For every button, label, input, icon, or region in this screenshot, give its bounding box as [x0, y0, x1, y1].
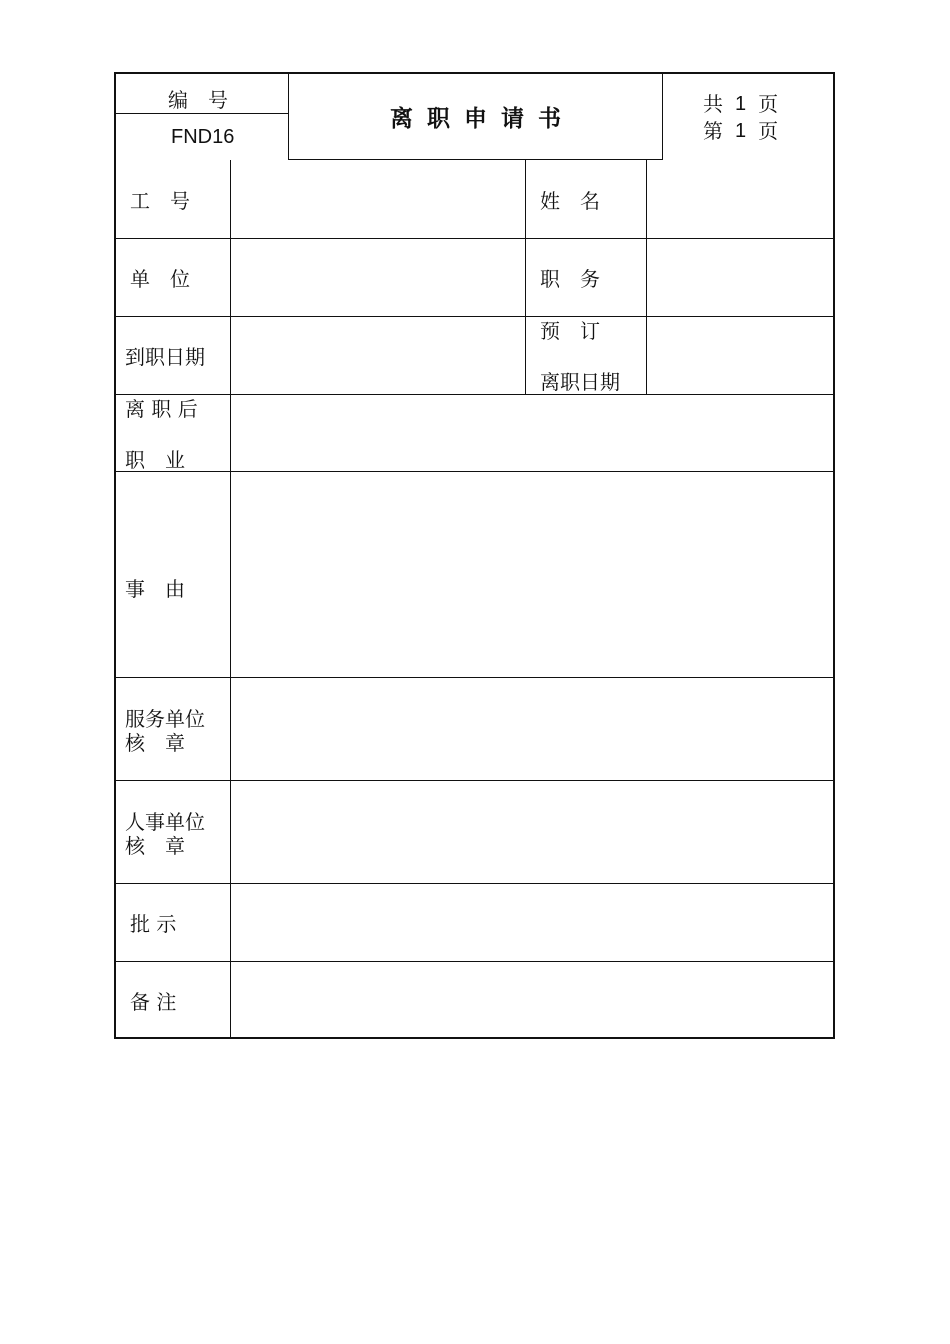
row-divider-7: [116, 883, 833, 884]
post-job-label-line2: 职 业: [125, 448, 185, 472]
planned-leave-label-line1: 预 订: [540, 319, 600, 343]
form-title: 离职申请书: [390, 105, 575, 132]
label-column-divider: [230, 160, 231, 1039]
post-job-label-line1: 离 职 后: [125, 397, 198, 421]
row-divider-2: [116, 316, 833, 317]
name-label: 姓 名: [540, 189, 600, 213]
row-divider-4: [116, 471, 833, 472]
page-total-prefix: 共: [703, 92, 723, 116]
service-unit-label-line2: 核 章: [125, 731, 185, 755]
row-divider-8: [116, 961, 833, 962]
unit-label: 单 位: [130, 267, 190, 291]
hr-unit-label-line1: 人事单位: [125, 810, 205, 834]
page-total: [703, 92, 778, 116]
position-label: 职 务: [540, 267, 600, 291]
hire-date-label: 到职日期: [125, 345, 205, 369]
planned-leave-label-line2: 离职日期: [540, 370, 620, 394]
code-label: 编 号: [168, 88, 228, 112]
page-total-number: 1: [735, 93, 747, 115]
code-divider: [116, 113, 288, 114]
resignation-form: [114, 72, 835, 1039]
page-total-suffix: 页: [758, 92, 779, 116]
row-divider-1: [116, 238, 833, 239]
hr-unit-label-line2: 核 章: [125, 834, 185, 858]
page-current: [703, 119, 778, 143]
service-unit-label-line1: 服务单位: [125, 707, 205, 731]
row-divider-5: [116, 677, 833, 678]
middle-divider-right: [646, 160, 647, 394]
code-value: FND16: [171, 126, 235, 148]
instruction-label: 批 示: [130, 912, 177, 936]
row-divider-6: [116, 780, 833, 781]
title-box: [288, 72, 663, 160]
row-divider-3: [116, 394, 833, 395]
middle-divider-left: [525, 160, 526, 394]
employee-no-label: 工 号: [130, 189, 190, 213]
page-current-prefix: 第: [703, 119, 723, 143]
reason-label: 事 由: [125, 577, 185, 601]
page-current-suffix: 页: [758, 119, 779, 143]
page-current-number: 1: [735, 120, 747, 142]
remarks-label: 备 注: [130, 990, 177, 1014]
